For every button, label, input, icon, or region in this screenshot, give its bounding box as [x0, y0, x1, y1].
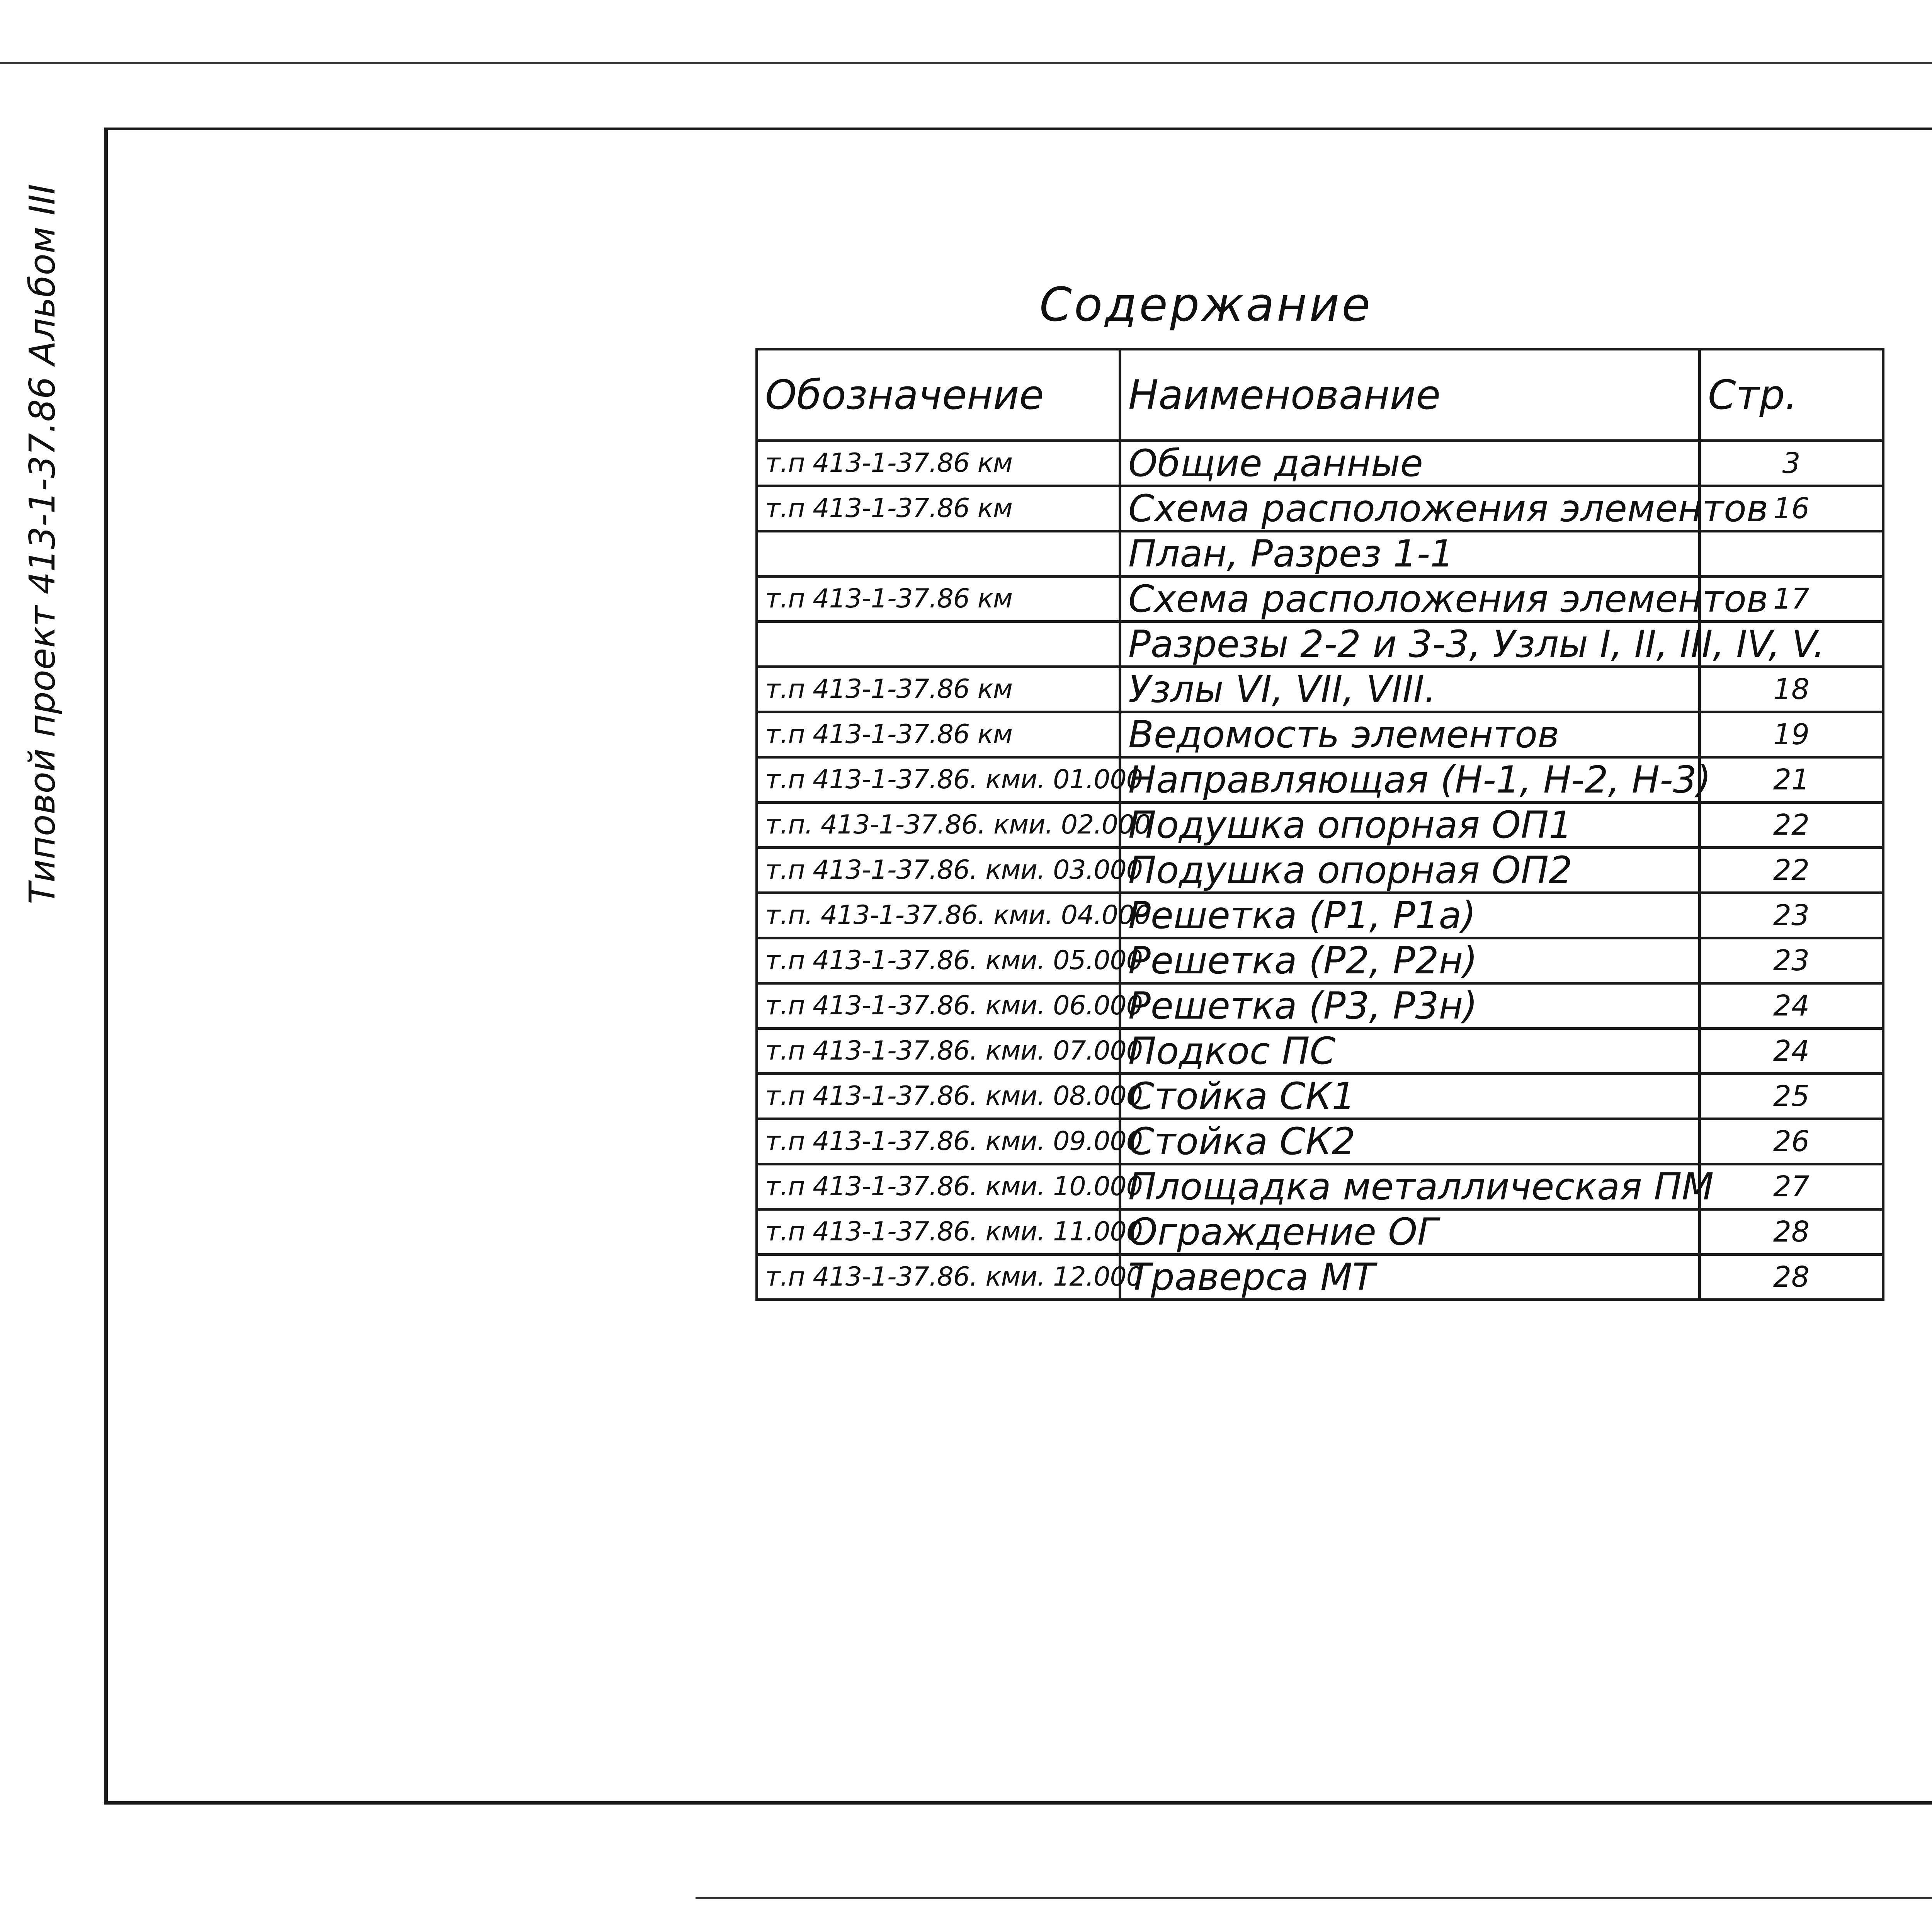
row-name: Решетка (Р3, Р3н) — [1120, 983, 1700, 1029]
row-name: Траверса МТ — [1120, 1255, 1700, 1300]
row-page: 17 — [1700, 577, 1883, 622]
row-name: Ограждение ОГ — [1120, 1209, 1700, 1255]
row-code — [757, 622, 1120, 667]
table-row — [757, 848, 1883, 893]
row-page: 19 — [1700, 712, 1883, 757]
row-code: т.п 413-1-37.86. кми. 11.000 — [757, 1209, 1120, 1255]
bottom-edge-line — [696, 1897, 1932, 1899]
row-page: 3 — [1700, 441, 1883, 486]
table-row — [757, 983, 1883, 1029]
header-name: Наименование — [1120, 349, 1700, 441]
table-row — [757, 893, 1883, 938]
row-page: 16 — [1700, 486, 1883, 531]
table-row — [757, 531, 1883, 577]
table-row — [757, 1029, 1883, 1074]
row-name: Решетка (Р2, Р2н) — [1120, 938, 1700, 983]
top-edge-line — [0, 62, 1932, 64]
table-row — [757, 1209, 1883, 1255]
row-name: Подкос ПС — [1120, 1029, 1700, 1074]
row-code: т.п 413-1-37.86. кми. 07.000 — [757, 1029, 1120, 1074]
table-header-row — [757, 349, 1883, 441]
contents-table — [755, 348, 1884, 1301]
row-page: 21 — [1700, 757, 1883, 803]
table-row — [757, 803, 1883, 848]
row-code: т.п. 413-1-37.86. кми. 02.000 — [757, 803, 1120, 848]
row-page: 28 — [1700, 1255, 1883, 1300]
row-name: Площадка металлическая ПМ — [1120, 1164, 1700, 1209]
row-code: т.п 413-1-37.86. кми. 09.000 — [757, 1119, 1120, 1164]
table-row — [757, 1164, 1883, 1209]
row-code: т.п. 413-1-37.86. кми. 04.000 — [757, 893, 1120, 938]
contents-heading: Содержание — [1039, 278, 1373, 332]
row-page — [1700, 531, 1883, 577]
table-row — [757, 441, 1883, 486]
row-page: 27 — [1700, 1164, 1883, 1209]
row-code: т.п 413-1-37.86. кми. 10.000 — [757, 1164, 1120, 1209]
row-page: 18 — [1700, 667, 1883, 712]
row-code: т.п 413-1-37.86. кми. 01.000 — [757, 757, 1120, 803]
row-page: 22 — [1700, 848, 1883, 893]
row-name: Направляющая (Н-1, Н-2, Н-3) — [1120, 757, 1700, 803]
row-code: т.п 413-1-37.86 км — [757, 577, 1120, 622]
header-designation: Обозначение — [757, 349, 1120, 441]
row-code: т.п 413-1-37.86. кми. 12.000 — [757, 1255, 1120, 1300]
row-code — [757, 531, 1120, 577]
row-name: Схема расположения элементов — [1120, 486, 1700, 531]
row-code: т.п 413-1-37.86. кми. 08.000 — [757, 1074, 1120, 1119]
row-name: Решетка (Р1, Р1а) — [1120, 893, 1700, 938]
row-code: т.п 413-1-37.86 км — [757, 712, 1120, 757]
row-name: План, Разрез 1-1 — [1120, 531, 1700, 577]
row-page: 23 — [1700, 938, 1883, 983]
table-row — [757, 1119, 1883, 1164]
table-row — [757, 938, 1883, 983]
row-code: т.п 413-1-37.86. кми. 06.000 — [757, 983, 1120, 1029]
row-name: Стойка СК1 — [1120, 1074, 1700, 1119]
table-row — [757, 712, 1883, 757]
row-code: т.п 413-1-37.86. кми. 05.000 — [757, 938, 1120, 983]
row-name: Подушка опорная ОП1 — [1120, 803, 1700, 848]
row-page: 23 — [1700, 893, 1883, 938]
row-page: 24 — [1700, 1029, 1883, 1074]
table-row — [757, 577, 1883, 622]
table-row — [757, 667, 1883, 712]
row-page: 28 — [1700, 1209, 1883, 1255]
table-row — [757, 622, 1883, 667]
table-row — [757, 486, 1883, 531]
row-page: 25 — [1700, 1074, 1883, 1119]
row-page: 22 — [1700, 803, 1883, 848]
row-code: т.п 413-1-37.86. кми. 03.000 — [757, 848, 1120, 893]
row-page: 24 — [1700, 983, 1883, 1029]
row-code: т.п 413-1-37.86 км — [757, 486, 1120, 531]
row-name: Стойка СК2 — [1120, 1119, 1700, 1164]
row-name: Общие данные — [1120, 441, 1700, 486]
row-name: Схема расположения элементов — [1120, 577, 1700, 622]
row-page: 26 — [1700, 1119, 1883, 1164]
side-title: Типовой проект 413-1-37.86 Альбом III — [22, 184, 63, 904]
header-page: Стр. — [1700, 349, 1883, 441]
row-code: т.п 413-1-37.86 км — [757, 441, 1120, 486]
row-code: т.п 413-1-37.86 км — [757, 667, 1120, 712]
table-row — [757, 1255, 1883, 1300]
row-name: Узлы VI, VII, VIII. — [1120, 667, 1700, 712]
row-name: Разрезы 2-2 и 3-3, Узлы I, II, III, IV, V. — [1120, 622, 1700, 667]
table-row — [757, 1074, 1883, 1119]
table-row — [757, 757, 1883, 803]
row-name: Подушка опорная ОП2 — [1120, 848, 1700, 893]
row-name: Ведомость элементов — [1120, 712, 1700, 757]
